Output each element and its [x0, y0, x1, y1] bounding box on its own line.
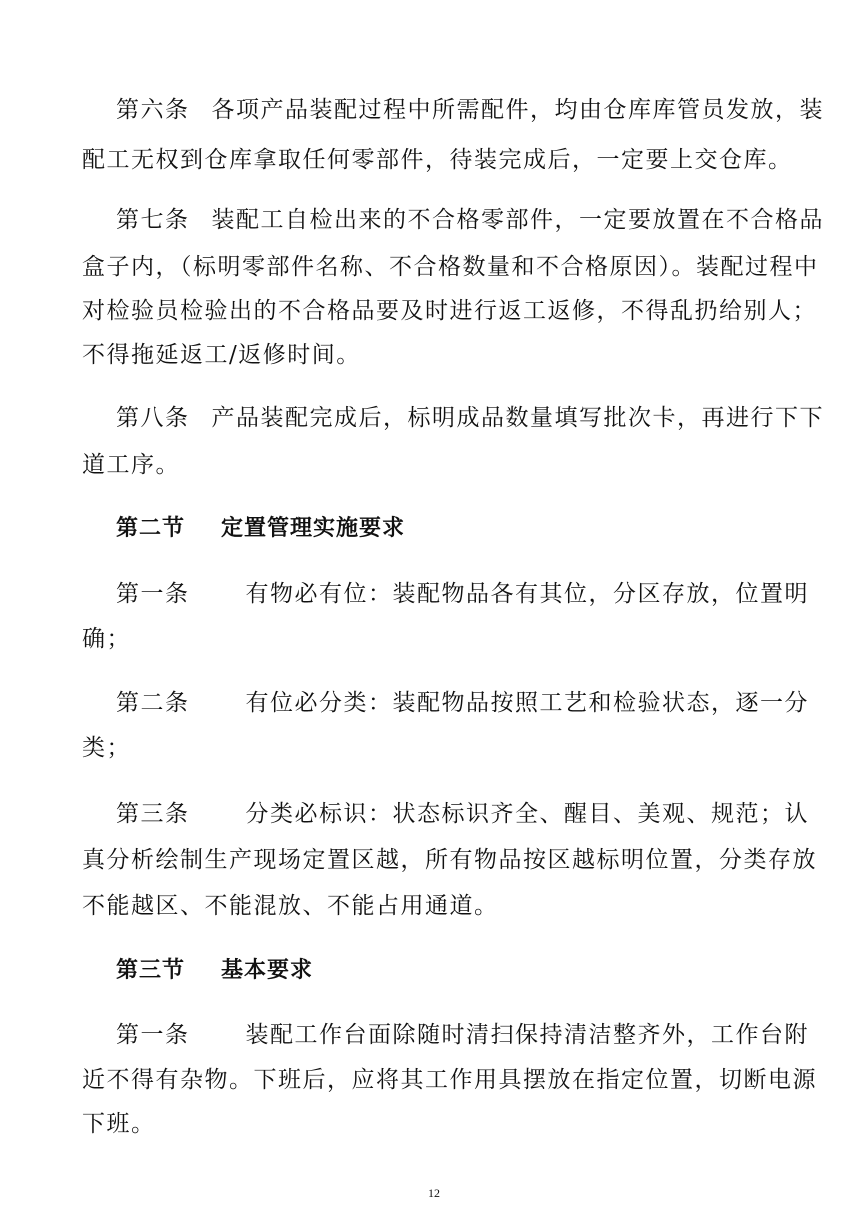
section-title: 基本要求 — [221, 958, 314, 983]
paragraph-text: 对检验员检验出的不合格品要及时进行返工返修，不得乱扔给别人； — [82, 298, 817, 324]
paragraph-line — [116, 96, 824, 124]
paragraph-line — [82, 1110, 156, 1138]
paragraph-text: 近不得有杂物。下班后，应将其工作用具摆放在指定位置，切断电源 — [82, 1067, 817, 1093]
section-title: 定置管理实施要求 — [221, 516, 406, 541]
paragraph-text: 真分析绘制生产现场定置区越，所有物品按区越标明位置，分类存放 — [82, 847, 817, 873]
article-number: 第二条 — [116, 690, 190, 716]
paragraph-line — [116, 580, 809, 608]
paragraph-text: 装配工自检出来的不合格零部件，一定要放置在不合格品 — [211, 207, 824, 233]
paragraph-line — [82, 892, 499, 920]
paragraph-line — [82, 297, 817, 325]
paragraph-text: 类； — [82, 735, 131, 761]
paragraph-text: 有位必分类：装配物品按照工艺和检验状态，逐一分 — [245, 690, 809, 716]
article-number: 第八条 — [116, 405, 190, 431]
paragraph-line — [82, 253, 819, 281]
paragraph-text: 分类必标识：状态标识齐全、醒目、美观、规范；认 — [245, 801, 809, 827]
paragraph-line — [82, 846, 817, 874]
paragraph-text: 各项产品装配过程中所需配件，均由仓库库管员发放，装 — [211, 97, 824, 123]
paragraph-line — [82, 1066, 817, 1094]
paragraph-text: 道工序。 — [82, 452, 180, 478]
paragraph-line — [82, 451, 180, 479]
paragraph-text: 产品装配完成后，标明成品数量填写批次卡，再进行下下 — [211, 405, 824, 431]
paragraph-text: 装配工作台面除随时清扫保持清洁整齐外，工作台附 — [245, 1022, 809, 1048]
article-number: 第一条 — [116, 1022, 190, 1048]
paragraph-line — [116, 800, 809, 828]
article-number: 第七条 — [116, 207, 190, 233]
article-number: 第六条 — [116, 97, 190, 123]
paragraph-text: 盒子内，（标明零部件名称、不合格数量和不合格原因）。装配过程中 — [82, 254, 819, 280]
paragraph-line — [82, 625, 131, 653]
paragraph-text: 配工无权到仓库拿取任何零部件，待装完成后，一定要上交仓库。 — [82, 147, 793, 173]
paragraph-line — [116, 206, 824, 234]
article-number: 第三条 — [116, 801, 190, 827]
article-number: 第一条 — [116, 581, 190, 607]
paragraph-line — [82, 341, 361, 369]
paragraph-text: 确； — [82, 626, 131, 652]
section-heading — [116, 957, 313, 985]
paragraph-line — [82, 734, 131, 762]
paragraph-line — [116, 1021, 809, 1049]
section-number: 第三节 — [116, 958, 186, 983]
section-heading — [116, 515, 405, 543]
paragraph-line — [116, 689, 809, 717]
page-number: 12 — [428, 1186, 440, 1200]
paragraph-text: 有物必有位：装配物品各有其位，分区存放，位置明 — [245, 581, 809, 607]
section-number: 第二节 — [116, 516, 186, 541]
paragraph-line — [82, 146, 793, 174]
paragraph-text: 下班。 — [82, 1111, 156, 1137]
paragraph-text: 不能越区、不能混放、不能占用通道。 — [82, 893, 499, 919]
paragraph-text: 不得拖延返工/返修时间。 — [82, 342, 361, 368]
paragraph-line — [116, 404, 824, 432]
